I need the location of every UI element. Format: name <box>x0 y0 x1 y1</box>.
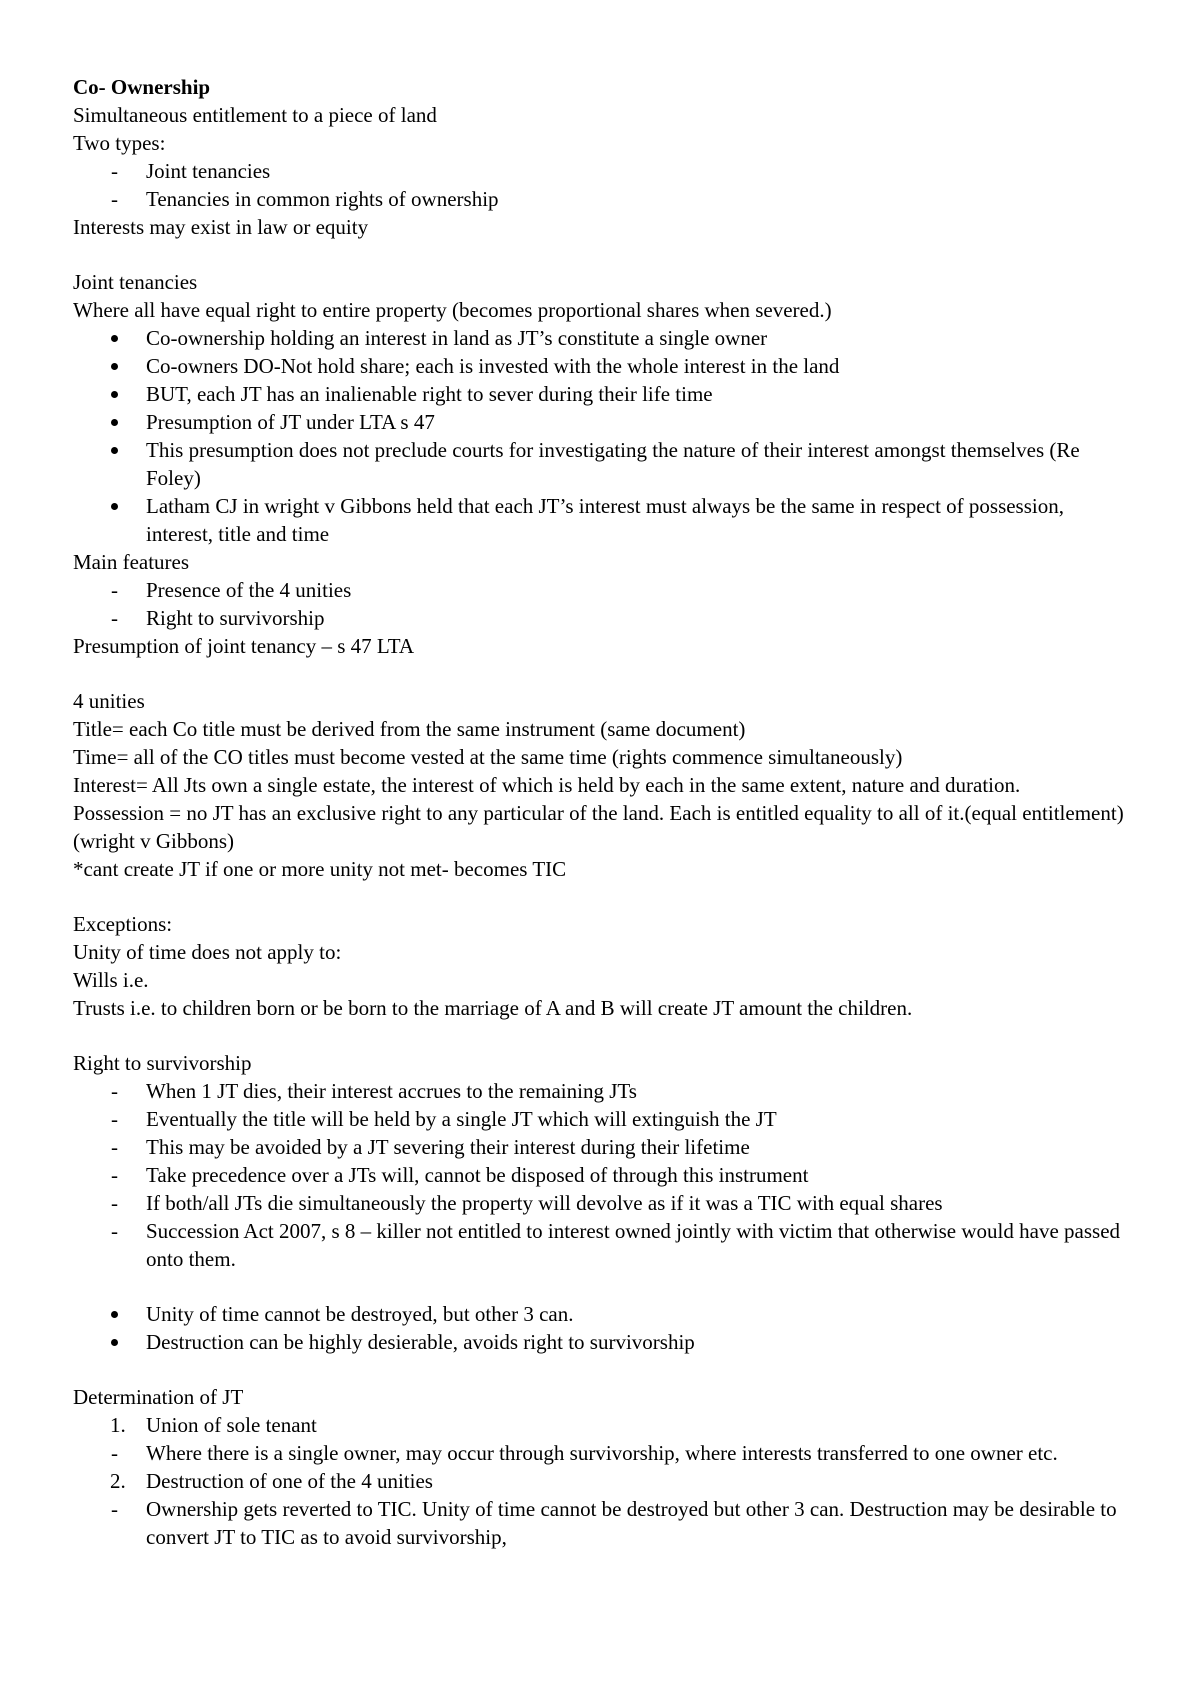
numbered-item: 1. Union of sole tenant <box>110 1413 317 1437</box>
dash-marker: - <box>111 1079 118 1103</box>
list-item: - Where there is a single owner, may occur through survivorship, where interests transferred to one owner etc. <box>111 1441 1058 1465</box>
dash-marker: - <box>111 606 118 630</box>
document-page <box>73 73 1133 1551</box>
list-item: Latham CJ in wright v Gibbons held that each JT’s interest must always be the same in respect of possession, interest, title and time <box>73 492 1133 548</box>
list-item: Co-ownership holding an interest in land as JT’s constitute a single owner <box>73 324 1133 352</box>
paragraph-gap <box>73 883 1133 910</box>
list-item: Co-owners DO-Not hold share; each is invested with the whole interest in the land <box>73 352 1133 380</box>
survivorship-dash-list <box>73 1077 1133 1273</box>
list-item: - When 1 JT dies, their interest accrues to the remaining JTs <box>111 1079 637 1103</box>
bullet-marker <box>111 1339 118 1346</box>
list-item: This presumption does not preclude courts for investigating the nature of their interest amongst themselves (Re Foley) <box>73 436 1133 492</box>
unities-note: *cant create JT if one or more unity not met- becomes TIC <box>73 857 567 881</box>
unity-interest-text: Interest= All Jts own a single estate, the interest of which is held by each in the same extent, nature and duration. <box>73 773 1021 797</box>
dash-marker: - <box>111 187 118 211</box>
dash-marker: - <box>111 1441 118 1465</box>
dash-marker: - <box>111 159 118 183</box>
interests-text: Interests may exist in law or equity <box>73 215 369 239</box>
paragraph-gap <box>73 1356 1133 1383</box>
types-list <box>73 157 1133 213</box>
bullet-marker <box>111 335 118 342</box>
list-item: - Take precedence over a JTs will, cannot be disposed of through this instrument <box>111 1163 809 1187</box>
list-item: - Ownership gets reverted to TIC. Unity of time cannot be destroyed but other 3 can. Destruction may be desirable to convert JT to TIC as to avoid survivorship, <box>111 1497 1117 1549</box>
joint-tenancies-bullets <box>73 324 1133 548</box>
exceptions-heading: Exceptions: <box>73 912 173 936</box>
bullet-marker <box>111 391 118 398</box>
dash-marker: - <box>111 1135 118 1159</box>
main-features-heading: Main features <box>73 550 190 574</box>
number-marker: 2. <box>110 1469 126 1493</box>
exceptions-text: Wills i.e. <box>73 968 149 992</box>
list-item: Destruction can be highly desierable, avoids right to survivorship <box>73 1328 1133 1356</box>
dash-marker: - <box>111 1497 118 1521</box>
list-item: BUT, each JT has an inalienable right to sever during their life time <box>73 380 1133 408</box>
list-item: - Succession Act 2007, s 8 – killer not entitled to interest owned jointly with victim that otherwise would have passed onto them. <box>111 1219 1121 1271</box>
list-item: - Presence of the 4 unities <box>111 578 352 602</box>
main-features-list <box>73 576 1133 632</box>
list-item: - Eventually the title will be held by a single JT which will extinguish the JT <box>111 1107 777 1131</box>
definition-text: Simultaneous entitlement to a piece of land <box>73 103 437 127</box>
survivorship-bullet-list <box>73 1300 1133 1356</box>
bullet-marker <box>111 419 118 426</box>
exceptions-text: Trusts i.e. to children born or be born to the marriage of A and B will create JT amount the children. <box>73 996 913 1020</box>
joint-tenancies-description: Where all have equal right to entire property (becomes proportional shares when severed.) <box>73 298 832 322</box>
dash-marker: - <box>111 1107 118 1131</box>
paragraph-gap <box>73 1022 1133 1049</box>
dash-marker: - <box>111 578 118 602</box>
dash-marker: - <box>111 1191 118 1215</box>
determination-list <box>73 1411 1133 1551</box>
unity-title-text: Title= each Co title must be derived from the same instrument (same document) <box>73 717 746 741</box>
exceptions-text: Unity of time does not apply to: <box>73 940 342 964</box>
unities-heading: 4 unities <box>73 689 145 713</box>
list-item: - If both/all JTs die simultaneously the property will devolve as if it was a TIC with equal shares <box>111 1191 943 1215</box>
dash-marker: - <box>111 1219 118 1243</box>
paragraph-gap <box>73 660 1133 687</box>
bullet-marker <box>111 503 118 510</box>
survivorship-heading: Right to survivorship <box>73 1051 252 1075</box>
types-heading: Two types: <box>73 131 166 155</box>
bullet-marker <box>111 1311 118 1318</box>
list-item: Presumption of JT under LTA s 47 <box>73 408 1133 436</box>
joint-tenancies-heading: Joint tenancies <box>73 270 198 294</box>
list-item: - Right to survivorship <box>111 606 325 630</box>
list-item: Unity of time cannot be destroyed, but other 3 can. <box>73 1300 1133 1328</box>
presumption-text: Presumption of joint tenancy – s 47 LTA <box>73 634 415 658</box>
list-item: - Joint tenancies <box>111 159 271 183</box>
document-title: Co- Ownership <box>73 75 211 99</box>
determination-heading: Determination of JT <box>73 1385 244 1409</box>
number-marker: 1. <box>110 1413 126 1437</box>
dash-marker: - <box>111 1163 118 1187</box>
paragraph-gap <box>73 1273 1133 1300</box>
bullet-marker <box>111 447 118 454</box>
unity-possession-text: Possession = no JT has an exclusive right to any particular of the land. Each is entitled equality to all of it.(equal entitlement) (wright v Gibbons) <box>73 801 1124 853</box>
paragraph-gap <box>73 241 1133 268</box>
bullet-marker <box>111 363 118 370</box>
list-item: - This may be avoided by a JT severing their interest during their lifetime <box>111 1135 750 1159</box>
unity-time-text: Time= all of the CO titles must become vested at the same time (rights commence simultaneously) <box>73 745 903 769</box>
list-item: - Tenancies in common rights of ownership <box>111 187 499 211</box>
numbered-item: 2. Destruction of one of the 4 unities <box>110 1469 433 1493</box>
